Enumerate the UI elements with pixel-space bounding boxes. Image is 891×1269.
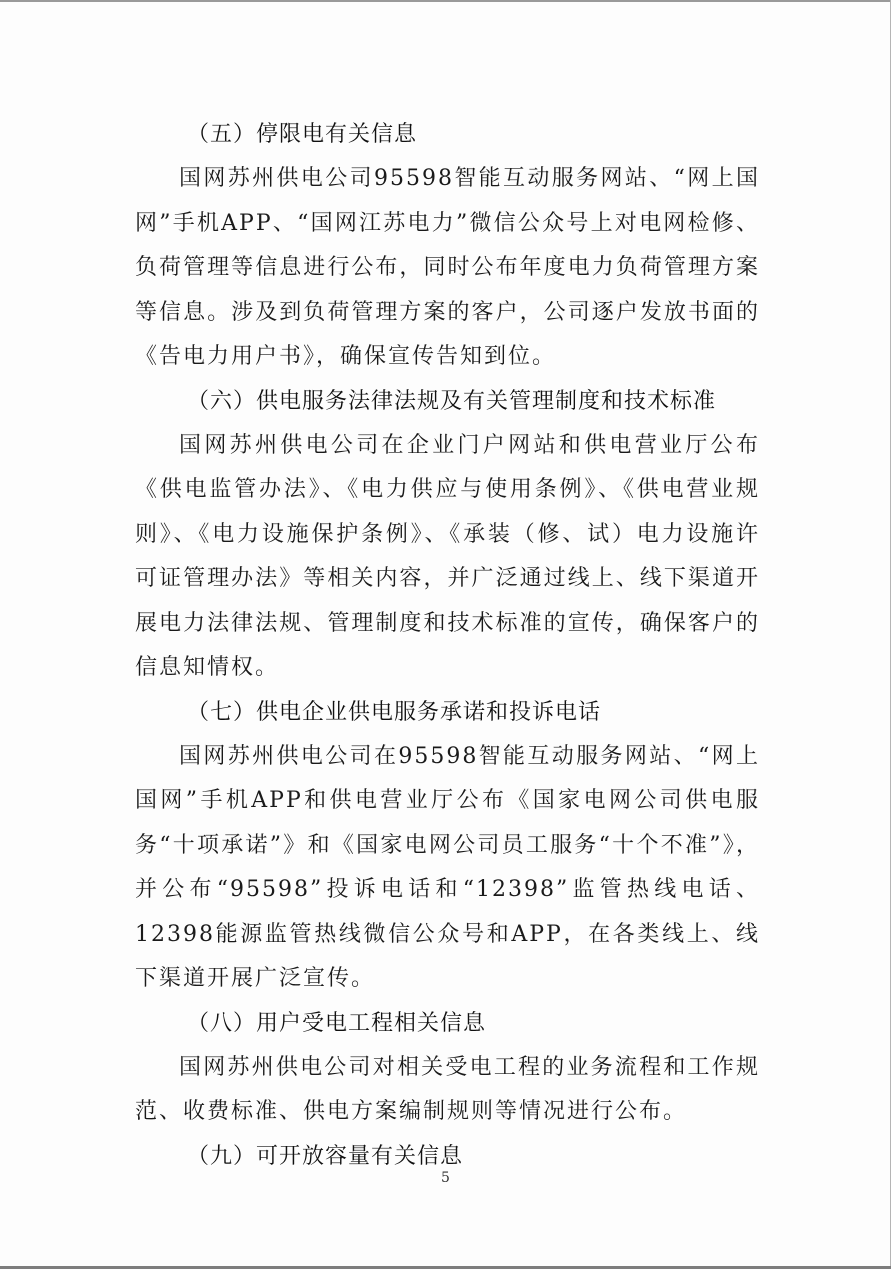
section-8 — [135, 1002, 760, 1135]
section-heading: （九）可开放容量有关信息 — [187, 1143, 464, 1169]
section-paragraph: 国网苏州供电公司在企业门户网站和供电营业厅公布《供电监管办法》、《电力供应与使用条例》、《供电营业规则》、《电力设施保护条例》、《承装（修、试）电力设施许可证管理办法》等相关内容，并广泛通过线上、线下渠道开展电力法律法规、管理制度和技术标准的宣传，确保客户的信息知情权。 — [135, 432, 760, 680]
section-heading: （五）停限电有关信息 — [187, 122, 418, 147]
document-body — [135, 113, 760, 1179]
section-heading: （六）供电服务法律法规及有关管理制度和技术标准 — [187, 388, 717, 414]
section-paragraph: 国网苏州供电公司95598智能互动服务网站、“网上国网”手机APP、“国网江苏电力”微信公众号上对电网检修、负荷管理等信息进行公布，同时公布年度电力负荷管理方案等信息。涉及到负荷管理方案的客户，公司逐户发放书面的《告电力用户书》，确保宣传告知到位。 — [135, 166, 760, 369]
section-6 — [135, 380, 760, 691]
section-5 — [135, 113, 760, 380]
scan-edge-top — [0, 0, 891, 2]
section-7 — [135, 691, 760, 1002]
page-number: 5 — [441, 1170, 450, 1186]
section-heading: （八）用户受电工程相关信息 — [187, 1010, 487, 1036]
section-heading: （七）供电企业供电服务承诺和投诉电话 — [187, 699, 602, 725]
section-paragraph: 国网苏州供电公司对相关受电工程的业务流程和工作规范、收费标准、供电方案编制规则等情况进行公布。 — [135, 1054, 760, 1124]
section-paragraph: 国网苏州供电公司在95598智能互动服务网站、“网上国网”手机APP和供电营业厅公布《国家电网公司供电服务“十项承诺”》和《国家电网公司员工服务“十个不准”》，并公布“95598”投诉电话和“12398”监管热线电话、12398能源监管热线微信公众号和APP，在各类线上、线下渠道开展广泛宣传。 — [135, 743, 760, 991]
